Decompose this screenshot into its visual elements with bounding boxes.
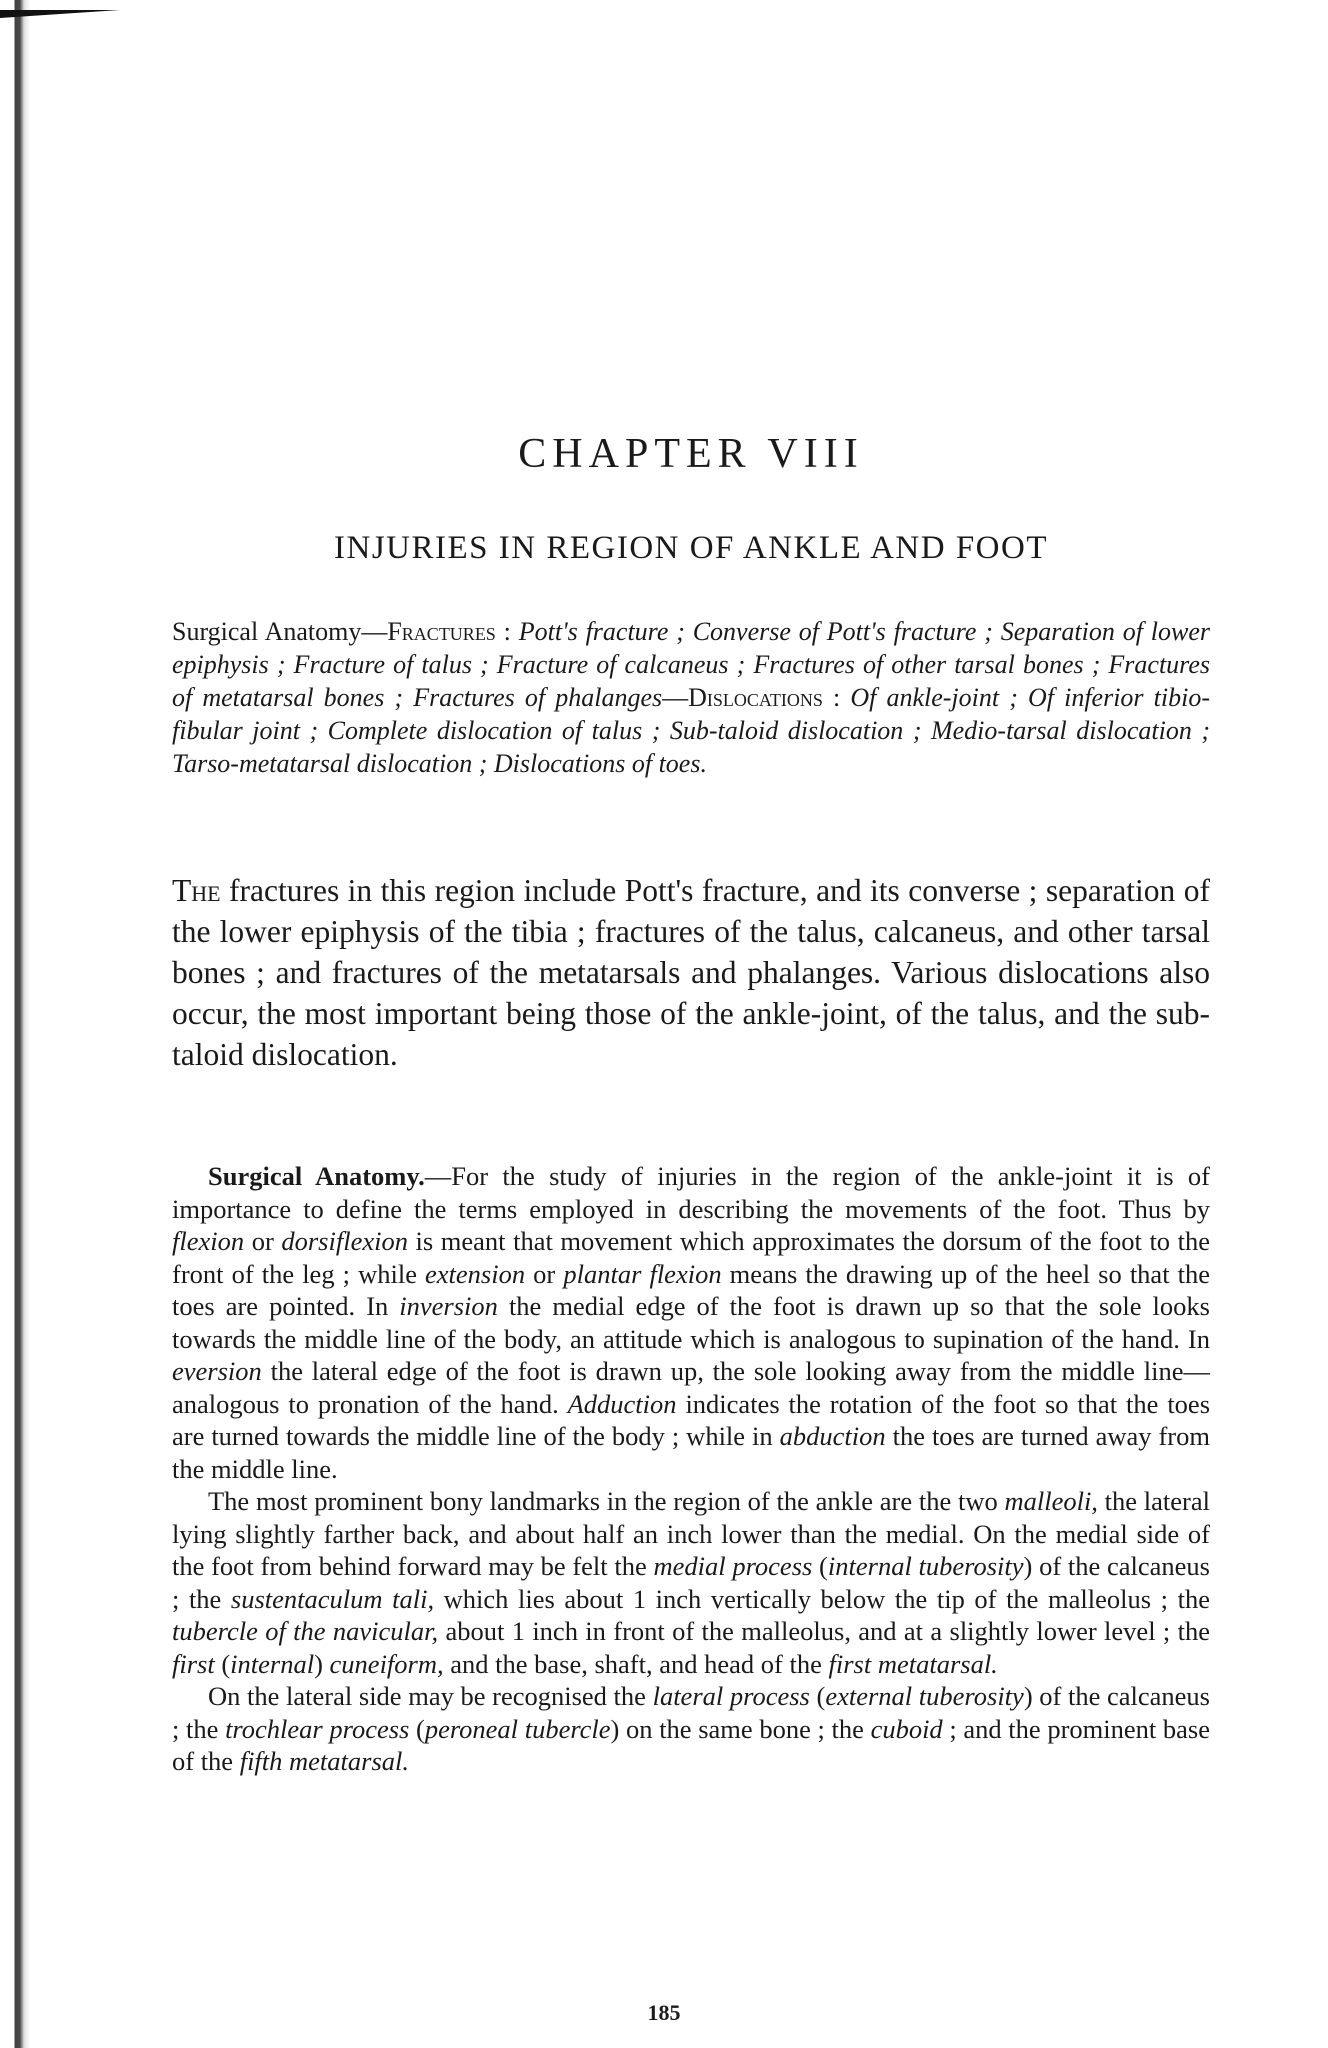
paragraph-surgical-anatomy	[172, 1160, 1210, 1485]
italic-run: sustentaculum tali,	[230, 1583, 435, 1614]
text-run: ) of the calcaneus ; the	[172, 1551, 1210, 1614]
text-run: or	[244, 1226, 282, 1256]
body-text	[172, 1160, 1210, 1778]
text-run: :	[495, 617, 519, 646]
text-run: —	[662, 683, 689, 712]
paragraph-lateral-landmarks	[172, 1680, 1210, 1778]
italic-run: cuneiform,	[329, 1648, 444, 1679]
text-run: is meant that movement which approximates the dorsum of the foot to the front of the leg ; while	[172, 1226, 1211, 1289]
italic-run: peroneal tubercle	[424, 1713, 611, 1744]
italic-run: abduction	[779, 1421, 886, 1451]
italic-run: internal tuberosity	[827, 1551, 1024, 1581]
italic-run: fifth metatarsal.	[239, 1746, 410, 1776]
small-caps-run: Dislocations	[688, 683, 823, 712]
intro-paragraph	[172, 870, 1210, 1075]
italic-run: flexion	[172, 1226, 245, 1256]
text-run: (	[809, 1681, 826, 1711]
text-run: )	[314, 1648, 330, 1679]
text-run: or	[525, 1258, 564, 1289]
text-run: (	[409, 1713, 425, 1744]
text-run: and the base, shaft, and head of the	[443, 1648, 829, 1679]
italic-run: Of ankle-joint ; Of inferior tibio-fibular joint ; Complete dislocation of talus ; Sub-taloid dislocation ; Medio-tarsal dislocation ; Tarso-metatarsal dislocation ; Dislocations of toes.	[172, 683, 1210, 778]
text-run: fractures in this region include Pott's fracture, and its converse ; separation of the lower epiphysis of the tibia ; fractures of the talus, calcaneus, and other tarsal bones ; and fractures of the metatarsals and phalanges. Various dislocations also occur, the most important being those of the ankle-joint, of the talus, and the sub-taloid dislocation.	[172, 873, 1210, 1072]
text-run: (	[214, 1648, 231, 1679]
text-run: (	[812, 1551, 828, 1581]
italic-run: first metatarsal.	[828, 1648, 998, 1679]
italic-run: cuboid	[870, 1713, 943, 1744]
bold-run: Surgical Anatomy.	[208, 1161, 425, 1191]
italic-run: first	[172, 1648, 215, 1679]
italic-run: internal	[230, 1648, 315, 1679]
book-spine-shadow	[0, 0, 30, 2048]
text-run: the toes are turned away from the middle line.	[172, 1421, 1210, 1484]
text-run: the lateral edge of the foot is drawn up, the sole looking away from the middle line—analogous to pronation of the hand.	[172, 1356, 1210, 1419]
text-run: Surgical Anatomy—	[172, 617, 388, 646]
text-run: On the lateral side may be recognised the	[208, 1681, 653, 1711]
italic-run: extension	[425, 1258, 526, 1289]
chapter-synopsis	[172, 615, 1210, 780]
text-run: :	[822, 683, 851, 712]
text-run: indicates the rotation of the foot so that the toes are turned towards the middle line of the body ; while in	[172, 1388, 1211, 1451]
italic-run: trochlear process	[225, 1713, 410, 1744]
italic-run: plantar flexion	[563, 1258, 722, 1289]
text-run: the medial edge of the foot is drawn up so that the sole looks towards the middle line of the body, an attitude which is analogous to supination of the hand. In	[172, 1291, 1210, 1354]
text-run: —For the study of injuries in the region of the ankle-joint it is of importance to define the terms employed in describing the movements of the foot. Thus by	[172, 1161, 1211, 1224]
paragraph-medial-landmarks	[172, 1485, 1210, 1680]
italic-run: dorsiflexion	[281, 1226, 408, 1256]
italic-run: external tuberosity	[825, 1681, 1024, 1711]
text-run: ) on the same bone ; the	[610, 1713, 871, 1744]
text-run: which lies about 1 inch vertically below the tip of the malleolus ; the	[434, 1583, 1210, 1614]
text-run: ; and the prominent base of the	[172, 1713, 1210, 1776]
italic-run: medial process	[653, 1551, 813, 1581]
italic-run: malleoli,	[1004, 1486, 1098, 1516]
text-run: The most prominent bony landmarks in the region of the ankle are the two	[208, 1486, 1005, 1516]
italic-run: lateral process	[652, 1681, 810, 1711]
italic-run: Pott's fracture ; Converse of Pott's fracture ; Separation of lower epiphysis ; Fracture of talus ; Fracture of calcaneus ; Fractures of other tarsal bones ; Fractures of metatarsal bones ; Fractures of phalanges	[172, 617, 1210, 712]
page-number: 185	[647, 2000, 681, 2025]
italic-run: Adduction	[567, 1388, 677, 1419]
text-run: about 1 inch in front of the malleolus, and at a slightly lower level ; the	[438, 1616, 1211, 1646]
italic-run: tubercle of the navicular,	[172, 1616, 439, 1646]
italic-run: eversion	[172, 1356, 262, 1386]
text-run: means the drawing up of the heel so that the toes are pointed. In	[172, 1258, 1211, 1321]
chapter-subtitle: INJURIES IN REGION OF ANKLE AND FOOT	[334, 530, 1048, 566]
chapter-title: CHAPTER VIII	[518, 431, 864, 477]
small-caps-run: The	[172, 873, 221, 908]
spine-corner-mark	[0, 10, 120, 18]
text-run: ) of the calcaneus ; the	[172, 1681, 1210, 1744]
text-run: the lateral lying slightly farther back, and about half an inch lower than the medial. On the medial side of the foot from behind forward may be felt the	[172, 1486, 1210, 1581]
small-caps-run: Fractures	[387, 617, 496, 646]
italic-run: inversion	[399, 1291, 498, 1321]
